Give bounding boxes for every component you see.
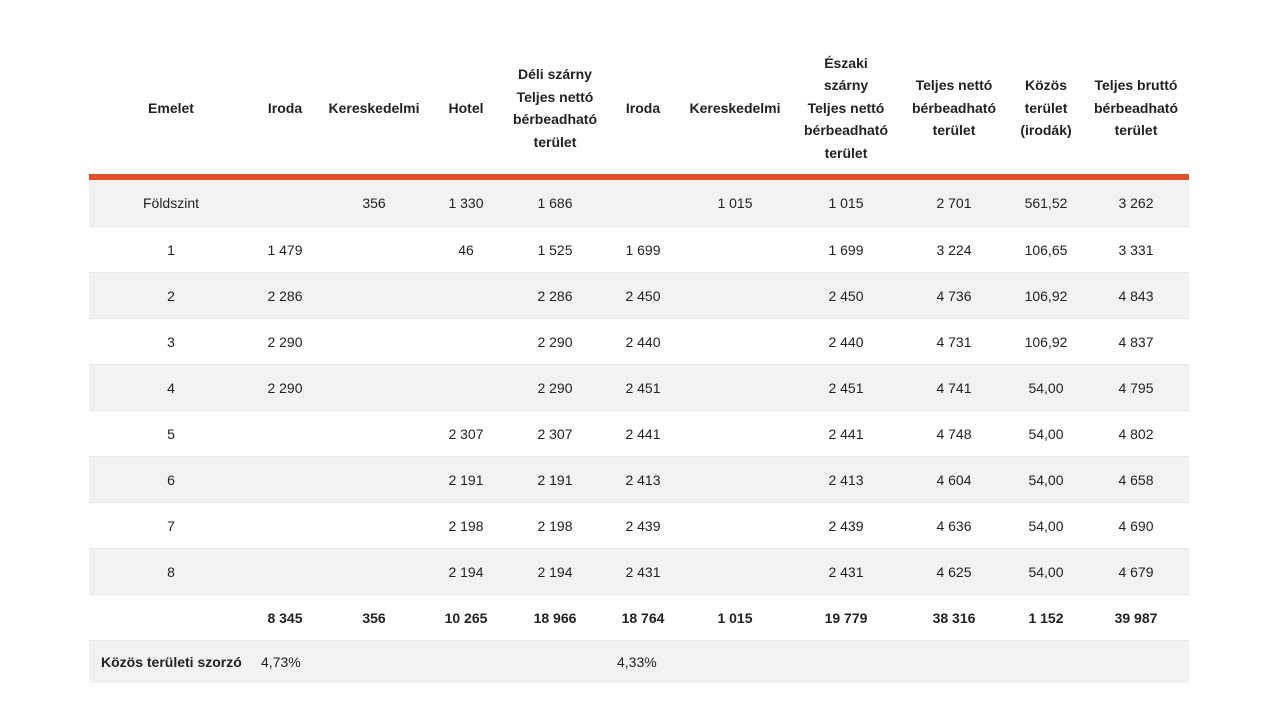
area-value-cell: 46 (431, 227, 501, 273)
area-value-cell: 2 431 (793, 549, 899, 595)
total-value-cell: 8 345 (253, 595, 317, 641)
area-value-cell: 1 015 (677, 177, 793, 227)
area-value-cell: 2 194 (431, 549, 501, 595)
header-north-retail (677, 42, 793, 177)
area-value-cell (253, 457, 317, 503)
area-value-cell: 2 290 (501, 365, 609, 411)
area-value-cell (431, 273, 501, 319)
multiplier-label: Közös területi szorzó (89, 641, 253, 684)
area-value-cell (317, 227, 431, 273)
area-value-cell: 2 413 (793, 457, 899, 503)
area-value-cell: 4 604 (899, 457, 1009, 503)
floor-cell: 3 (89, 319, 253, 365)
area-value-cell: 4 837 (1083, 319, 1189, 365)
floor-cell: 7 (89, 503, 253, 549)
area-value-cell: 4 843 (1083, 273, 1189, 319)
area-value-cell: 2 441 (609, 411, 677, 457)
header-north-total-net-label: Északi szárny Teljes nettó bérbeadható terület (803, 54, 888, 161)
table-body (89, 177, 1189, 683)
area-value-cell: 2 450 (793, 273, 899, 319)
area-value-cell: 54,00 (1009, 549, 1083, 595)
floor-cell: 6 (89, 457, 253, 503)
total-value-cell: 1 015 (677, 595, 793, 641)
area-value-cell (677, 273, 793, 319)
area-value-cell (677, 457, 793, 503)
area-value-cell: 2 701 (899, 177, 1009, 227)
area-value-cell: 2 307 (431, 411, 501, 457)
header-south-retail-label: Kereskedelmi (328, 99, 420, 116)
area-value-cell (317, 503, 431, 549)
header-floor-label: Emelet (148, 99, 194, 116)
area-value-cell: 4 795 (1083, 365, 1189, 411)
area-value-cell: 4 748 (899, 411, 1009, 457)
area-value-cell: 4 802 (1083, 411, 1189, 457)
area-value-cell: 2 286 (253, 273, 317, 319)
header-common-area-label: Közös terület (irodák) (1020, 77, 1072, 139)
area-value-cell: 2 439 (609, 503, 677, 549)
area-value-cell: 3 224 (899, 227, 1009, 273)
empty-cell (1009, 641, 1083, 684)
area-value-cell: 1 686 (501, 177, 609, 227)
area-value-cell: 4 636 (899, 503, 1009, 549)
total-value-cell: 19 779 (793, 595, 899, 641)
area-value-cell: 2 440 (793, 319, 899, 365)
area-value-cell: 2 290 (253, 319, 317, 365)
south-office-multiplier: 4,73% (253, 641, 317, 684)
area-value-cell (317, 549, 431, 595)
total-value-cell: 39 987 (1083, 595, 1189, 641)
table-header (89, 42, 1189, 177)
floor-cell: 8 (89, 549, 253, 595)
area-value-cell: 1 015 (793, 177, 899, 227)
area-value-cell: 54,00 (1009, 457, 1083, 503)
area-value-cell: 106,92 (1009, 319, 1083, 365)
area-value-cell (609, 177, 677, 227)
header-south-hotel-label: Hotel (448, 99, 484, 116)
totals-row (89, 595, 1189, 641)
area-value-cell: 2 450 (609, 273, 677, 319)
area-value-cell: 2 191 (431, 457, 501, 503)
area-value-cell: 3 262 (1083, 177, 1189, 227)
area-value-cell: 3 331 (1083, 227, 1189, 273)
total-value-cell: 10 265 (431, 595, 501, 641)
area-value-cell (317, 273, 431, 319)
empty-cell (317, 641, 431, 684)
area-value-cell: 54,00 (1009, 411, 1083, 457)
area-value-cell (253, 411, 317, 457)
area-value-cell: 2 451 (793, 365, 899, 411)
header-south-office-label: Iroda (267, 99, 303, 116)
area-value-cell: 2 286 (501, 273, 609, 319)
header-common-area (1009, 42, 1083, 177)
area-value-cell (253, 549, 317, 595)
area-value-cell: 2 441 (793, 411, 899, 457)
table-row (89, 319, 1189, 365)
header-total-net (899, 42, 1009, 177)
area-value-cell (253, 503, 317, 549)
header-south-office (253, 42, 317, 177)
total-value-cell (89, 595, 253, 641)
area-value-cell: 54,00 (1009, 365, 1083, 411)
header-south-total-net (501, 42, 609, 177)
area-value-cell (677, 365, 793, 411)
area-value-cell: 4 731 (899, 319, 1009, 365)
north-office-multiplier: 4,33% (609, 641, 677, 684)
area-value-cell (677, 549, 793, 595)
header-total-gross-label: Teljes bruttó bérbeadható terület (1093, 77, 1178, 139)
empty-cell (1083, 641, 1189, 684)
area-value-cell: 1 699 (609, 227, 677, 273)
area-value-cell (677, 503, 793, 549)
area-value-cell: 2 191 (501, 457, 609, 503)
header-north-office (609, 42, 677, 177)
total-value-cell: 18 966 (501, 595, 609, 641)
table-row (89, 365, 1189, 411)
area-value-cell: 356 (317, 177, 431, 227)
area-value-cell (253, 177, 317, 227)
empty-cell (501, 641, 609, 684)
area-value-cell: 2 290 (253, 365, 317, 411)
area-value-cell: 1 330 (431, 177, 501, 227)
area-value-cell: 106,92 (1009, 273, 1083, 319)
area-value-cell: 2 194 (501, 549, 609, 595)
area-value-cell: 4 625 (899, 549, 1009, 595)
area-value-cell (317, 411, 431, 457)
area-value-cell: 1 525 (501, 227, 609, 273)
header-south-total-net-label: Déli szárny Teljes nettó bérbeadható terület (512, 66, 597, 150)
rentable-area-table (89, 42, 1189, 683)
area-value-cell: 4 741 (899, 365, 1009, 411)
floor-cell: 2 (89, 273, 253, 319)
header-north-retail-label: Kereskedelmi (689, 99, 781, 116)
area-value-cell: 1 479 (253, 227, 317, 273)
area-value-cell: 1 699 (793, 227, 899, 273)
total-value-cell: 356 (317, 595, 431, 641)
header-north-total-net (793, 42, 899, 177)
floor-cell: 4 (89, 365, 253, 411)
total-value-cell: 38 316 (899, 595, 1009, 641)
table-row (89, 549, 1189, 595)
header-row (89, 42, 1189, 177)
area-value-cell (317, 457, 431, 503)
empty-cell (431, 641, 501, 684)
table-row (89, 457, 1189, 503)
header-total-gross (1083, 42, 1189, 177)
header-floor (89, 42, 253, 177)
common-area-multiplier-row (89, 641, 1189, 684)
floor-cell: Földszint (89, 177, 253, 227)
empty-cell (793, 641, 899, 684)
empty-cell (677, 641, 793, 684)
area-value-cell: 2 198 (501, 503, 609, 549)
area-table-container (89, 42, 1189, 683)
area-value-cell: 2 431 (609, 549, 677, 595)
total-value-cell: 1 152 (1009, 595, 1083, 641)
empty-cell (899, 641, 1009, 684)
area-value-cell: 2 307 (501, 411, 609, 457)
area-value-cell: 4 658 (1083, 457, 1189, 503)
area-value-cell: 4 736 (899, 273, 1009, 319)
area-value-cell: 2 413 (609, 457, 677, 503)
header-south-hotel (431, 42, 501, 177)
table-row (89, 227, 1189, 273)
area-value-cell (317, 319, 431, 365)
table-row (89, 503, 1189, 549)
table-row (89, 273, 1189, 319)
area-value-cell: 561,52 (1009, 177, 1083, 227)
area-value-cell (677, 319, 793, 365)
area-value-cell (317, 365, 431, 411)
table-row (89, 177, 1189, 227)
area-value-cell: 2 440 (609, 319, 677, 365)
total-value-cell: 18 764 (609, 595, 677, 641)
area-value-cell: 4 690 (1083, 503, 1189, 549)
floor-cell: 1 (89, 227, 253, 273)
area-value-cell: 2 451 (609, 365, 677, 411)
area-value-cell: 2 439 (793, 503, 899, 549)
header-total-net-label: Teljes nettó bérbeadható terület (911, 77, 996, 139)
area-value-cell: 54,00 (1009, 503, 1083, 549)
area-value-cell (677, 227, 793, 273)
area-value-cell (431, 365, 501, 411)
header-south-retail (317, 42, 431, 177)
table-row (89, 411, 1189, 457)
area-value-cell (431, 319, 501, 365)
area-value-cell: 106,65 (1009, 227, 1083, 273)
area-value-cell: 2 198 (431, 503, 501, 549)
area-value-cell: 2 290 (501, 319, 609, 365)
header-north-office-label: Iroda (625, 99, 661, 116)
area-value-cell (677, 411, 793, 457)
area-value-cell: 4 679 (1083, 549, 1189, 595)
floor-cell: 5 (89, 411, 253, 457)
